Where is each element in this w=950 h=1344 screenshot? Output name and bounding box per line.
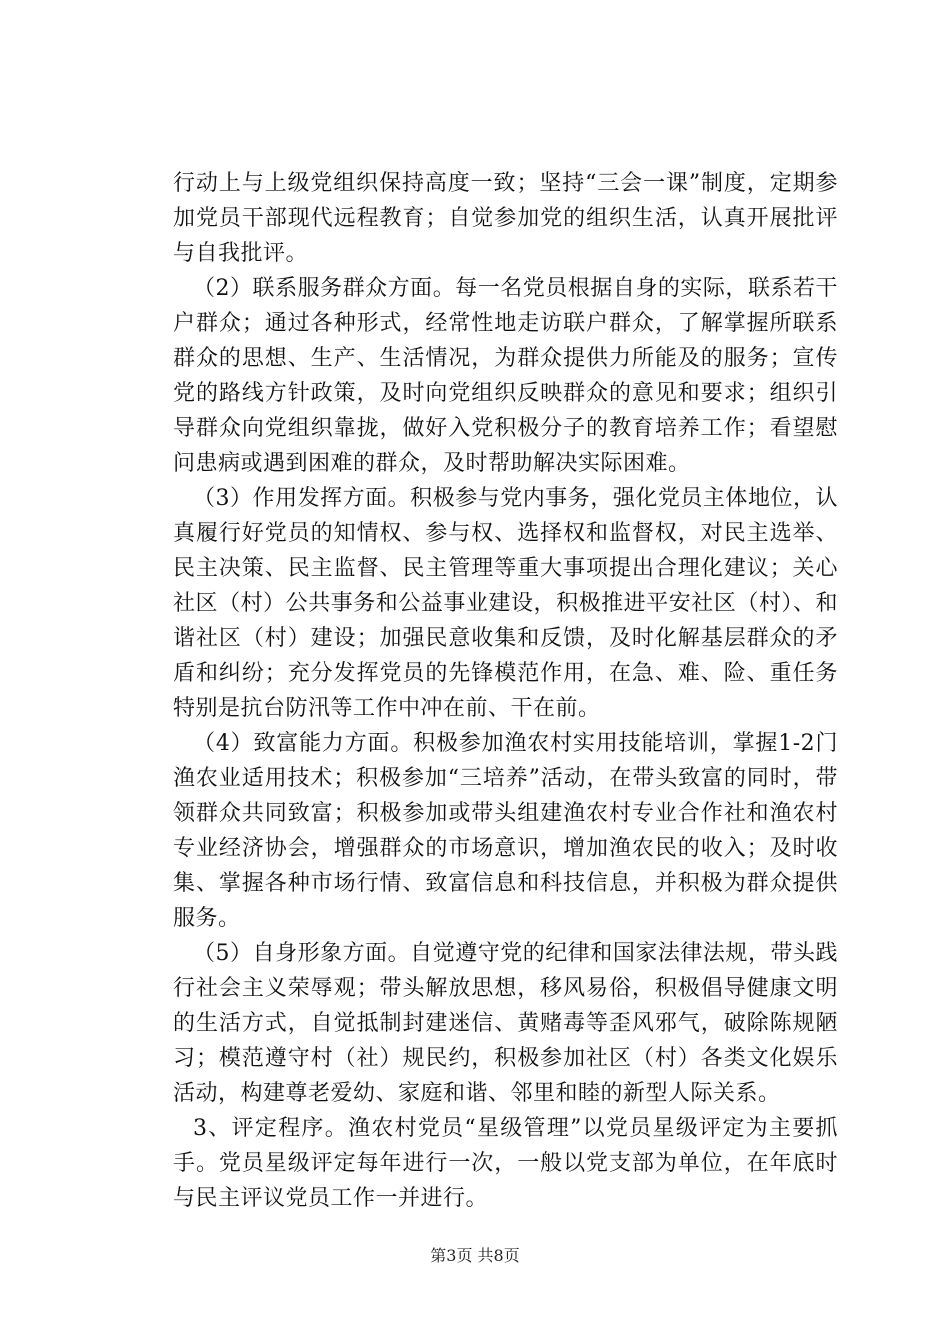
paragraph-self-image: （5）自身形象方面。自觉遵守党的纪律和国家法律法规，带头践行社会主义荣辱观；带头解放思想，移风易俗，积极倡导健康文明的生活方式，自觉抵制封建迷信、黄赌毒等歪风邪气，破除陈规陋习；模范遵守村（社）规民约，积极参加社区（村）各类文化娱乐活动，构建尊老爱幼、家庭和谐、邻里和睦的新型人际关系。 (173, 941, 838, 1106)
paragraph-role-play: （3）作用发挥方面。积极参与党内事务，强化党员主体地位，认真履行好党员的知情权、参与权、选择权和监督权，对民主选举、民主决策、民主监督、民主管理等重大事项提出合理化建议；关心社区（村）公共事务和公益事业建设，积极推进平安社区（村）、和谐社区（村）建设；加强民意收集和反馈，及时化解基层群众的矛盾和纠纷；充分发挥党员的先锋模范作用，在急、难、险、重任务特别是抗台防汛等工作中冲在前、干在前。 (173, 486, 838, 721)
paragraph-evaluation-procedure: 3、评定程序。渔农村党员“星级管理”以党员星级评定为主要抓手。党员星级评定每年进行一次，一般以党支部为单位，在年底时与民主评议党员工作一并进行。 (173, 1116, 838, 1211)
paragraph-prosperity-ability: （4）致富能力方面。积极参加渔农村实用技能培训，掌握1-2门渔农业适用技术；积极参加“三培养”活动，在带头致富的同时，带领群众共同致富；积极参加或带头组建渔农村专业合作社和渔农村专业经济协会，增强群众的市场意识，增加渔农民的收入；及时收集、掌握各种市场行情、致富信息和科技信息，并积极为群众提供服务。 (173, 731, 838, 931)
paragraph-liaison-service: （2）联系服务群众方面。每一名党员根据自身的实际，联系若干户群众；通过各种形式，经常性地走访联户群众，了解掌握所联系群众的思想、生产、生活情况，为群众提供力所能及的服务；宣传党的路线方针政策，及时向党组织反映群众的意见和要求；组织引导群众向党组织靠拢，做好入党积极分子的教育培养工作；看望慰问患病或遇到困难的群众，及时帮助解决实际困难。 (173, 276, 838, 476)
paragraph-continuation: 行动上与上级党组织保持高度一致；坚持“三会一课”制度，定期参加党员干部现代远程教育；自觉参加党的组织生活，认真开展批评与自我批评。 (173, 171, 838, 266)
document-body (173, 166, 838, 1216)
page-number-footer: 第3页 共8页 (430, 1246, 520, 1265)
